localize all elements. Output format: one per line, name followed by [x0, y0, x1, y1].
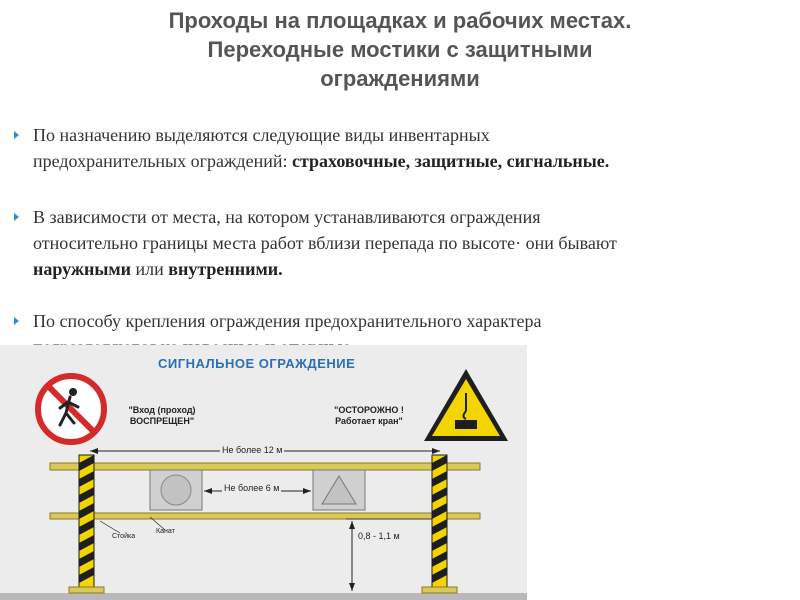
crane-warning-caption-line-1: "ОСТОРОЖНО !	[334, 405, 404, 415]
hanging-plate-triangle-icon	[313, 470, 365, 510]
signal-fence-illustration	[0, 345, 527, 600]
bullet-2-line-1: В зависимости от места, на котором устанавливаются ограждения	[33, 207, 541, 227]
bullet-3-line-1: По способу крепления ограждения предохранительного характера	[33, 311, 542, 331]
bullet-text	[33, 122, 784, 174]
bullet-marker-icon	[14, 131, 19, 139]
figure-title: СИГНАЛЬНОЕ ОГРАЖДЕНИЕ	[158, 356, 356, 371]
no-entry-caption	[112, 405, 212, 427]
bullet-1-bold: страховочные, защитные, сигнальные.	[291, 151, 610, 171]
crane-warning-sign-icon	[424, 369, 508, 441]
post-label: Стойка	[112, 533, 136, 540]
fence-post-right	[422, 455, 457, 593]
dimension-height	[346, 519, 432, 591]
rope-label: Канат	[156, 528, 175, 535]
bullet-1-line-1: По назначению выделяются следующие виды инвентарных	[33, 125, 490, 145]
fence-drawing	[0, 345, 527, 600]
bullet-item-purpose	[14, 122, 784, 174]
bullet-2-mid: или	[131, 259, 169, 279]
crane-warning-caption	[316, 405, 422, 427]
bullet-text	[33, 204, 784, 282]
bullet-2-bold-2: внутренними.	[168, 259, 283, 279]
dimension-top-label: Не более 12 м	[222, 445, 283, 455]
title-line-1: Проходы на площадках и рабочих местах.	[168, 8, 632, 33]
bullet-1-line-2: предохранительных ограждений:	[33, 151, 292, 171]
bullet-item-placement	[14, 204, 784, 282]
dimension-middle-label: Не более 6 м	[224, 483, 280, 493]
title-line-3: ограждениями	[320, 66, 480, 91]
page-title	[0, 6, 800, 93]
bullet-2-bold-1: наружными	[33, 259, 132, 279]
dimension-height-label: 0,8 - 1,1 м	[358, 531, 400, 541]
bullet-marker-icon	[14, 317, 19, 325]
no-entry-sign-icon	[38, 376, 104, 442]
title-line-2: Переходные мостики с защитными	[207, 37, 593, 62]
crane-warning-caption-line-2: Работает кран"	[335, 416, 403, 426]
hanging-plate-circle-icon	[150, 470, 202, 510]
no-entry-caption-line-2: ВОСПРЕЩЕН"	[129, 416, 195, 426]
no-entry-caption-line-1: "Вход (проход)	[128, 405, 196, 415]
fence-post-left	[69, 455, 104, 593]
ground	[0, 593, 527, 600]
bullet-marker-icon	[14, 213, 19, 221]
bullet-2-line-2: относительно границы места работ вблизи перепада по высоте· они бывают	[33, 233, 617, 253]
